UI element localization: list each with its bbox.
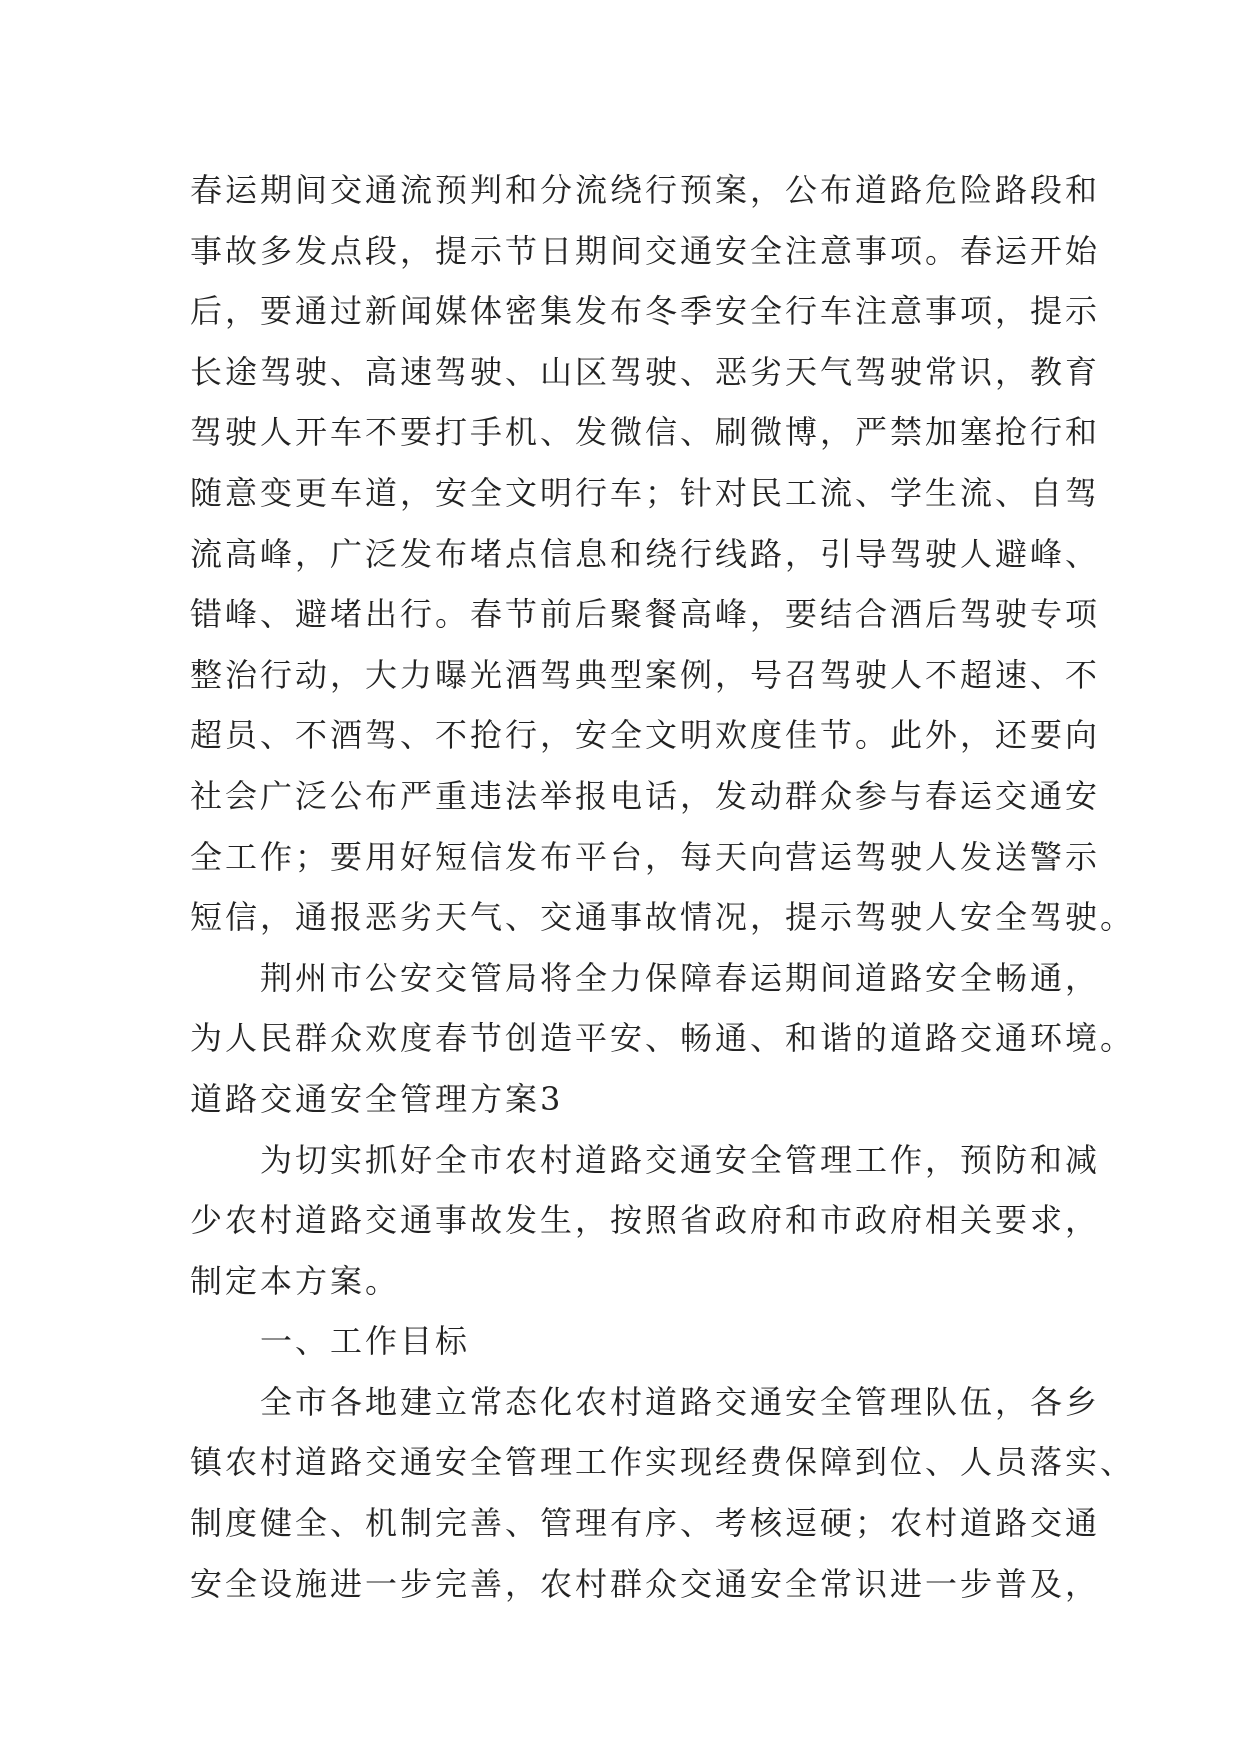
text-line: 镇农村道路交通安全管理工作实现经费保障到位、人员落实、 bbox=[190, 1443, 1136, 1482]
text-line: 事故多发点段，提示节日期间交通安全注意事项。春运开始 bbox=[190, 231, 1101, 270]
section-heading: 一、工作目标 bbox=[190, 1322, 471, 1361]
paragraph-start-line: 荆州市公安交管局将全力保障春运期间道路安全畅通， bbox=[190, 958, 1101, 997]
document-body bbox=[190, 160, 1136, 1614]
text-line: 社会广泛公布严重违法举报电话，发动群众参与春运交通安 bbox=[190, 776, 1101, 815]
text-line: 后，要通过新闻媒体密集发布冬季安全行车注意事项，提示 bbox=[190, 292, 1101, 331]
text-line: 短信，通报恶劣天气、交通事故情况，提示驾驶人安全驾驶。 bbox=[190, 898, 1136, 937]
text-line: 少农村道路交通事故发生，按照省政府和市政府相关要求， bbox=[190, 1201, 1101, 1240]
section-title: 道路交通安全管理方案3 bbox=[190, 1079, 564, 1118]
paragraph-start-line: 全市各地建立常态化农村道路交通安全管理队伍，各乡 bbox=[190, 1382, 1101, 1421]
text-line: 长途驾驶、高速驾驶、山区驾驶、恶劣天气驾驶常识，教育 bbox=[190, 352, 1101, 391]
text-line: 错峰、避堵出行。春节前后聚餐高峰，要结合酒后驾驶专项 bbox=[190, 595, 1101, 634]
text-line: 驾驶人开车不要打手机、发微信、刷微博，严禁加塞抢行和 bbox=[190, 413, 1101, 452]
text-line: 超员、不酒驾、不抢行，安全文明欢度佳节。此外，还要向 bbox=[190, 716, 1101, 755]
text-line: 全工作；要用好短信发布平台，每天向营运驾驶人发送警示 bbox=[190, 837, 1101, 876]
text-line: 安全设施进一步完善，农村群众交通安全常识进一步普及， bbox=[190, 1564, 1101, 1603]
text-line: 流高峰，广泛发布堵点信息和绕行线路，引导驾驶人避峰、 bbox=[190, 534, 1101, 573]
text-line: 制度健全、机制完善、管理有序、考核逗硬；农村道路交通 bbox=[190, 1504, 1101, 1543]
text-line: 随意变更车道，安全文明行车；针对民工流、学生流、自驾 bbox=[190, 473, 1101, 512]
text-line: 为人民群众欢度春节创造平安、畅通、和谐的道路交通环境。 bbox=[190, 1019, 1136, 1058]
text-line: 整治行动，大力曝光酒驾典型案例，号召驾驶人不超速、不 bbox=[190, 655, 1101, 694]
text-line: 春运期间交通流预判和分流绕行预案，公布道路危险路段和 bbox=[190, 171, 1101, 209]
paragraph-start-line: 为切实抓好全市农村道路交通安全管理工作，预防和减 bbox=[190, 1140, 1101, 1179]
text-line: 制定本方案。 bbox=[190, 1261, 401, 1300]
